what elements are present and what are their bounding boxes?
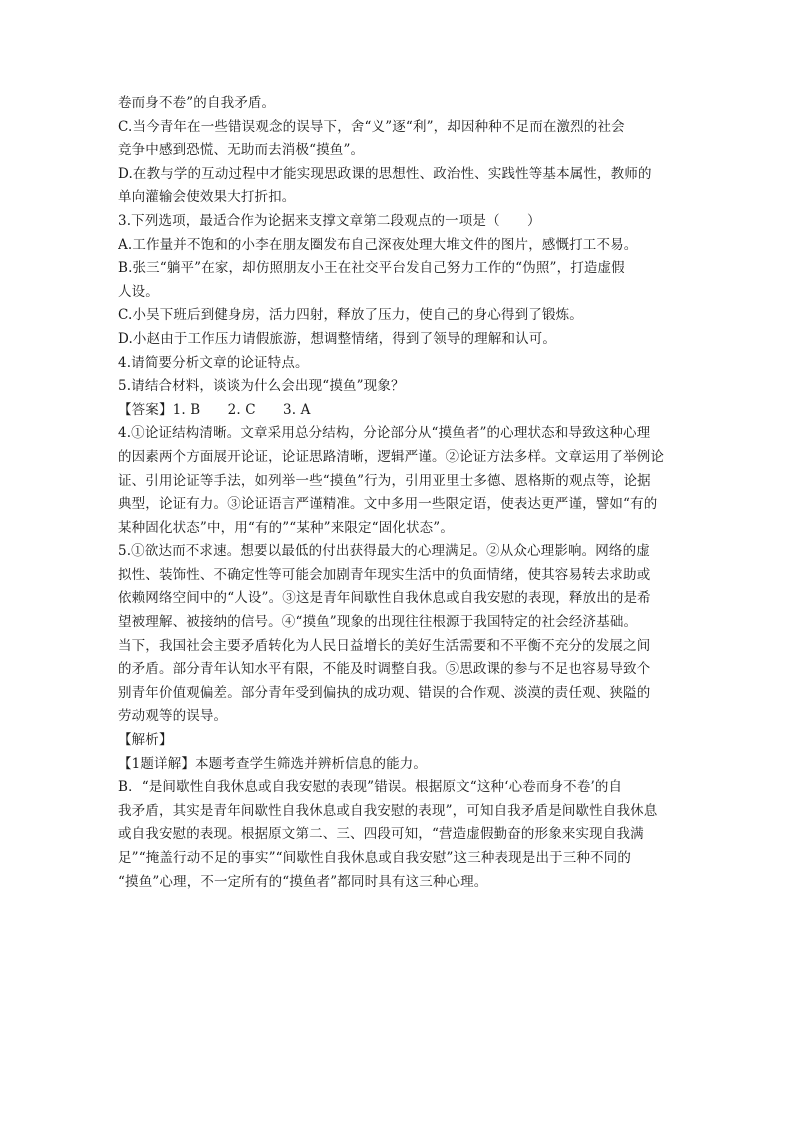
option-c: C.小吴下班后到健身房，活力四射，释放了压力，使自己的身心得到了锻炼。 bbox=[118, 307, 583, 324]
text-line: “摸鱼”心理，不一定所有的“摸鱼者”都同时具有这三种心理。 bbox=[118, 873, 488, 890]
text-line: 的因素两个方面展开论证，论证思路清晰，逻辑严谨。②论证方法多样。文章运用了举例论 bbox=[118, 448, 664, 465]
answer-5: 5.①欲达而不求速。想要以最低的付出获得最大的心理满足。②从众心理影响。网络的虚 bbox=[118, 543, 650, 560]
analysis-heading: 【解析】 bbox=[118, 732, 173, 749]
text-line: 劳动观等的误导。 bbox=[118, 708, 228, 725]
text-line: 或自我安慰的表现。根据原文第二、三、四段可知，“营造虚假勤奋的形象来实现自我满 bbox=[118, 826, 644, 843]
text-line: 足”“掩盖行动不足的事实”“间歇性自我休息或自我安慰”这三种表现是出于三种不同的 bbox=[118, 850, 632, 866]
option-b: B.张三“躺平”在家，却仿照朋友小王在社交平台发自己努力工作的“伪照”，打造虚假 bbox=[118, 260, 625, 277]
text-line: 典型，论证有力。③论证语言严谨精准。文中多用一些限定语，使表达更严谨，譬如“有的 bbox=[118, 496, 658, 513]
question-3: 3.下列选项，最适合作为论据来支撑文章第二段观点的一项是（ ） bbox=[118, 212, 541, 229]
text-line: 证、引用论证等手法，如列举一些“摸鱼”行为，引用亚里士多德、恩格斯的观点等，论据 bbox=[118, 472, 651, 489]
text-line: 望被理解、被接纳的信号。④“摸鱼”现象的出现往往根源于我国特定的社会经济基础。 bbox=[118, 614, 638, 631]
text-line: 拟性、装饰性、不确定性等可能会加剧青年现实生活中的负面情绪，使其容易转去求助或 bbox=[118, 566, 651, 583]
document-page bbox=[118, 92, 678, 894]
option-d: D.小赵由于工作压力请假旅游，想调整情绪，得到了领导的理解和认可。 bbox=[118, 330, 557, 347]
analysis-q1-heading: 【1题详解】本题考查学生筛选并辨析信息的能力。 bbox=[118, 755, 428, 772]
text-line: 的矛盾。部分青年认知水平有限，不能及时调整自我。⑤思政课的参与不足也容易导致个 bbox=[118, 661, 651, 678]
option-a: A.工作量并不饱和的小李在朋友圈发布自己深夜处理大堆文件的图片，感慨打工不易。 bbox=[118, 236, 638, 253]
text-line: 别青年价值观偏差。部分青年受到偏执的成功观、错误的合作观、淡漠的责任观、狭隘的 bbox=[118, 684, 651, 701]
answer-heading: 【答案】1. B 2. C 3. A bbox=[118, 401, 311, 418]
analysis-b: B．“是间歇性自我休息或自我安慰的表现”错误。根据原文“这种‘心卷而身不卷’的自 bbox=[118, 779, 623, 796]
text-line: D.在教与学的互动过程中才能实现思政课的思想性、政治性、实践性等基本属性，教师的 bbox=[118, 165, 652, 182]
answer-4: 4.①论证结构清晰。文章采用总分结构，分论部分从“摸鱼者”的心理状态和导致这种心理 bbox=[118, 425, 651, 442]
text-line: 卷而身不卷”的自我矛盾。 bbox=[118, 95, 276, 111]
text-line: 某种固化状态”中，用“有的”“某种”来限定“固化状态”。 bbox=[118, 519, 455, 536]
question-4: 4.请简要分析文章的论证特点。 bbox=[118, 354, 309, 371]
text-line: 单向灌输会使效果大打折扣。 bbox=[118, 189, 296, 206]
text-line: 依赖网络空间中的“人设”。③这是青年间歇性自我休息或自我安慰的表现，释放出的是希 bbox=[118, 590, 651, 607]
question-5: 5.请结合材料，谈谈为什么会出现“摸鱼”现象？ bbox=[118, 378, 405, 395]
text-line: 竞争中感到恐慌、无助而去消极“摸鱼”。 bbox=[118, 142, 365, 159]
text-line: 我矛盾，其实是青年间歇性自我休息或自我安慰的表现”，可知自我矛盾是间歇性自我休息 bbox=[118, 802, 658, 819]
text-line: 当下，我国社会主要矛盾转化为人民日益增长的美好生活需要和不平衡不充分的发展之间 bbox=[118, 637, 651, 654]
text-line: C.当今青年在一些错误观念的误导下，舍“义”逐“利”，却因种种不足而在激烈的社会 bbox=[118, 118, 625, 135]
text-line: 人设。 bbox=[118, 283, 159, 300]
